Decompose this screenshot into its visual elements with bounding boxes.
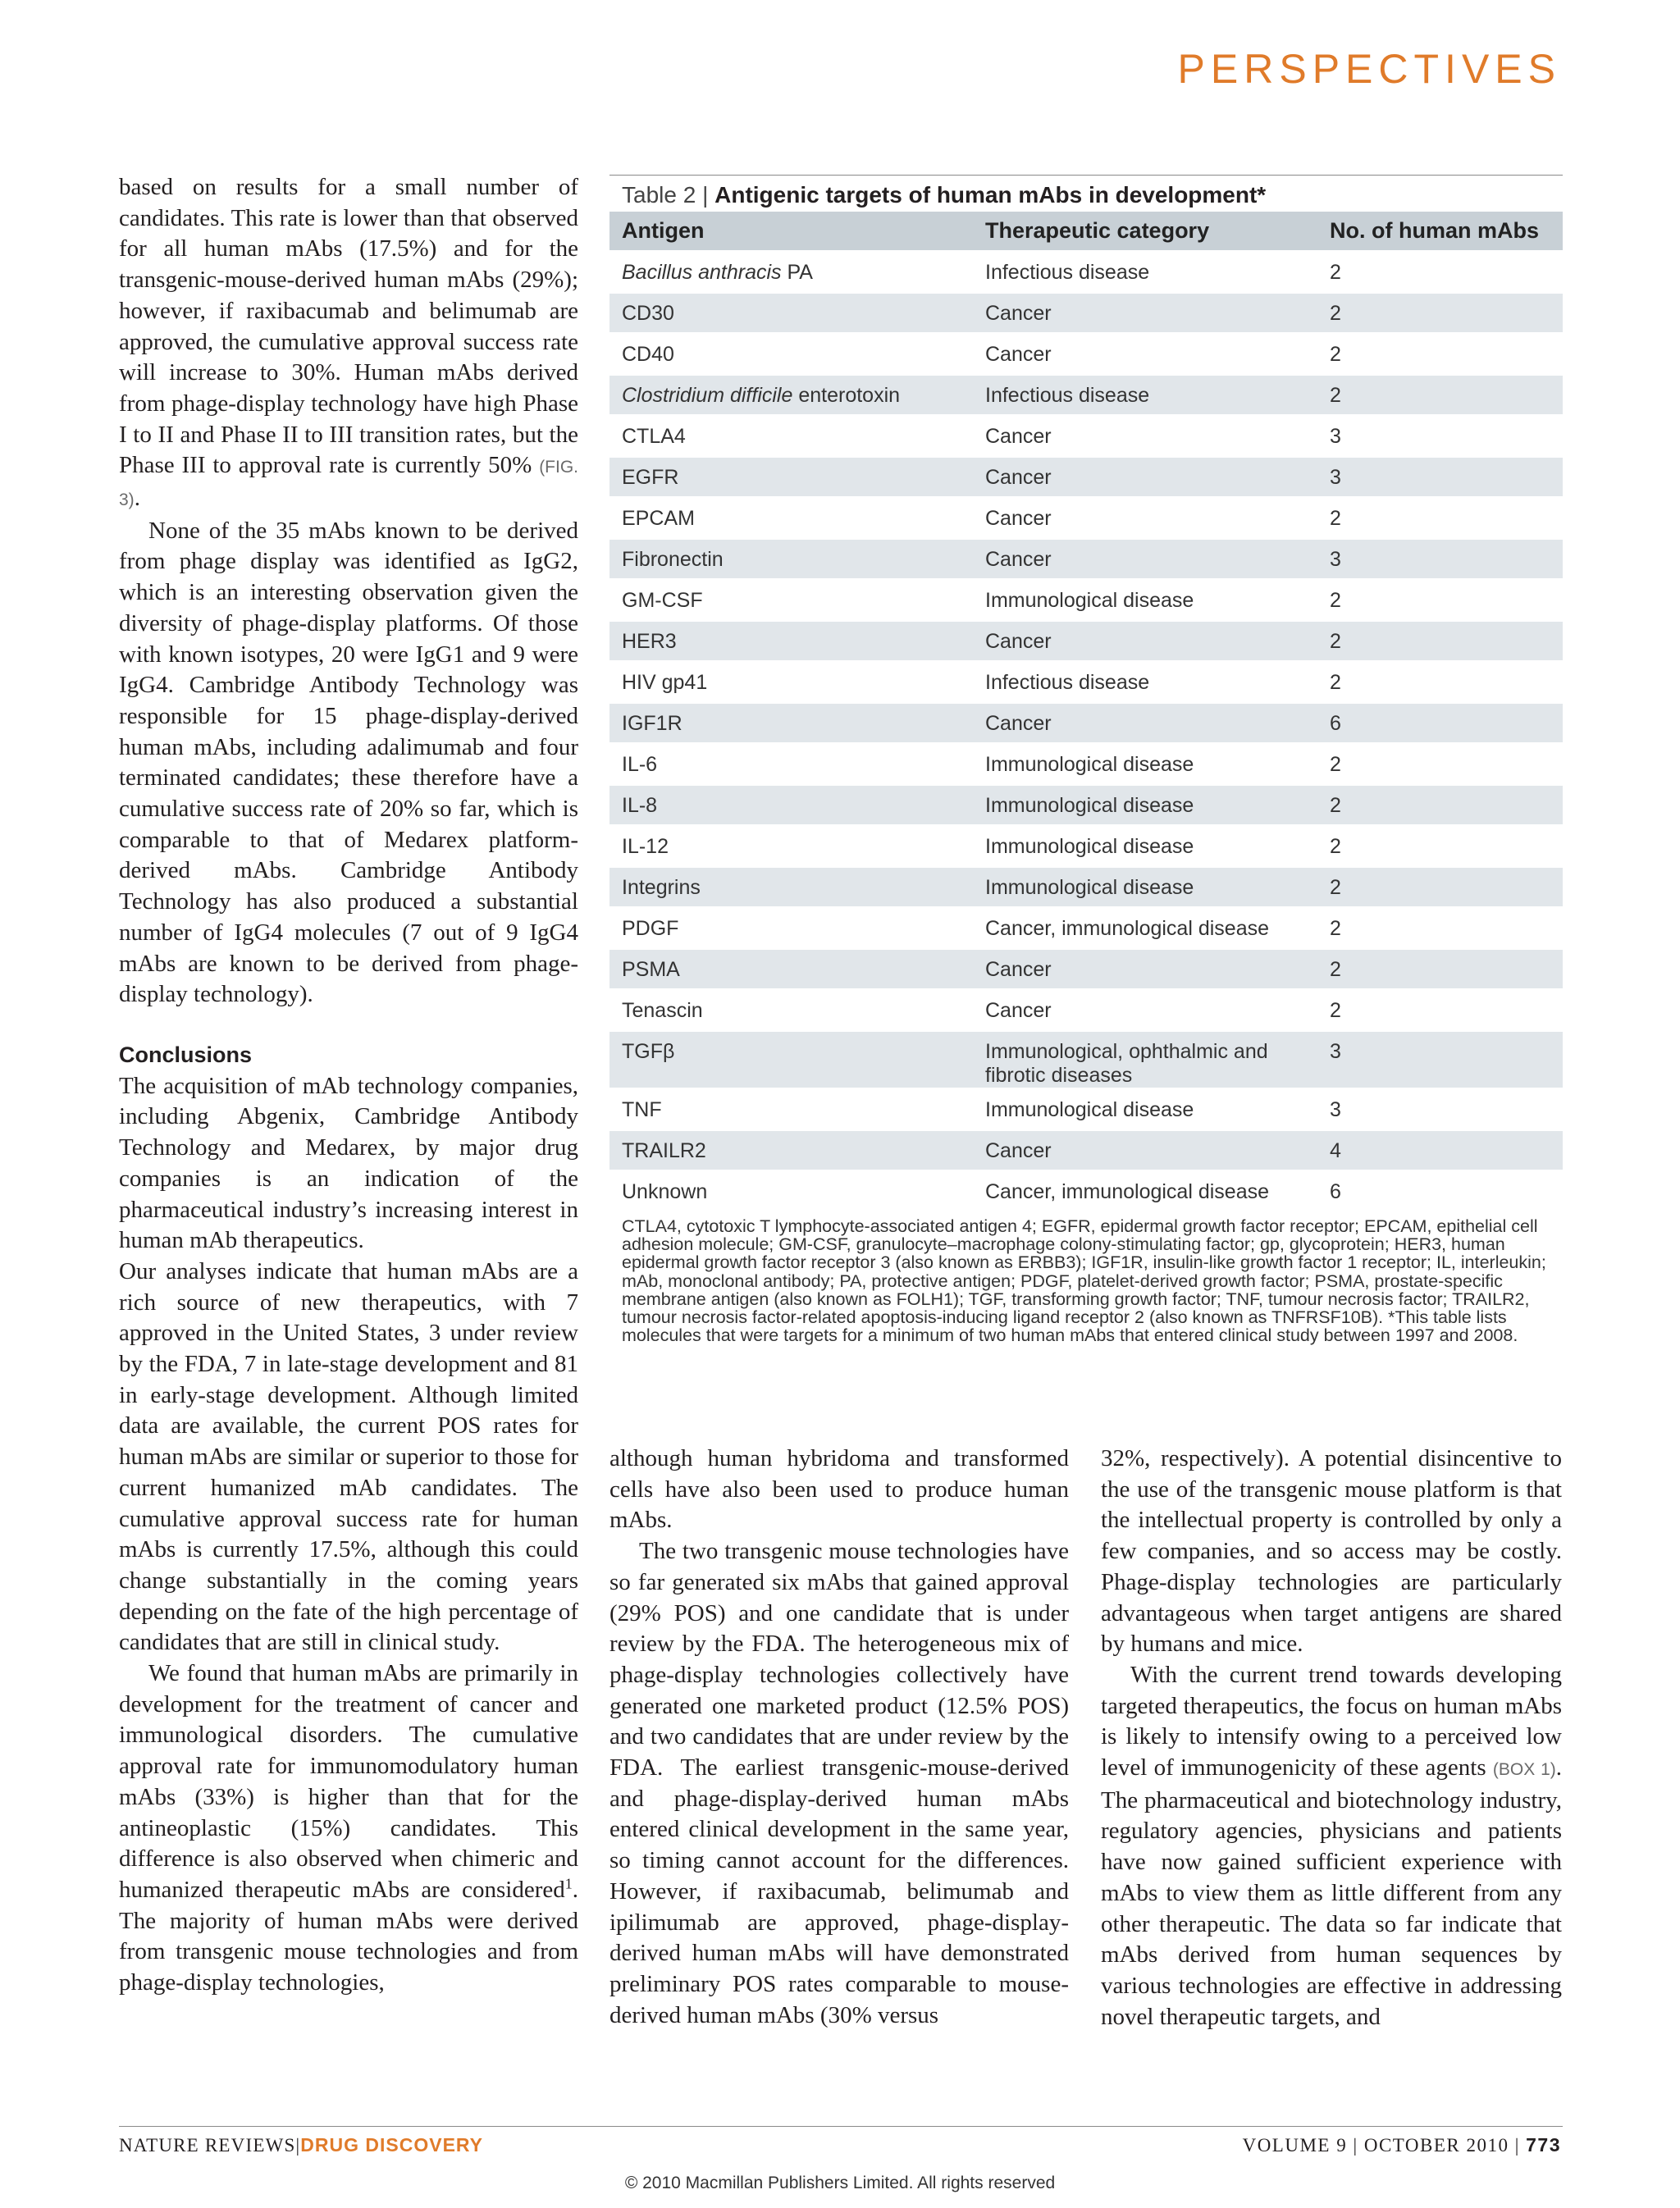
antigen-cell	[609, 988, 973, 1029]
count-cell: 2	[1317, 947, 1563, 988]
table-row	[609, 701, 1563, 742]
count-cell: 2	[1317, 660, 1563, 701]
antigen-name: Unknown	[622, 1180, 708, 1203]
count-cell: 3	[1317, 1088, 1563, 1129]
category-cell: Cancer	[973, 947, 1317, 988]
table-row	[609, 1029, 1563, 1088]
copyright: © 2010 Macmillan Publishers Limited. All rights reserved	[624, 2174, 1056, 2192]
antigen-name: TRAILR2	[622, 1139, 706, 1162]
antigen-cell	[609, 291, 973, 332]
category-cell: Cancer	[973, 1129, 1317, 1170]
table-2	[609, 175, 1563, 1344]
table-row	[609, 660, 1563, 701]
category-cell: Cancer	[973, 291, 1317, 332]
column-header: Therapeutic category	[973, 212, 1317, 250]
table-row	[609, 988, 1563, 1029]
table-row	[609, 783, 1563, 824]
species-name: Bacillus anthracis	[622, 261, 782, 284]
table-row	[609, 619, 1563, 660]
antigen-name: HIV gp41	[622, 671, 708, 694]
category-cell: Cancer	[973, 496, 1317, 537]
category-cell: Immunological disease	[973, 742, 1317, 783]
antigen-name: GM-CSF	[622, 589, 703, 612]
data-table	[609, 212, 1563, 1211]
antigen-cell	[609, 742, 973, 783]
antigen-name: IL-6	[622, 753, 658, 776]
antigen-cell	[609, 906, 973, 947]
antigen-cell	[609, 537, 973, 578]
antigen-name: CTLA4	[622, 425, 686, 448]
category-cell: Cancer	[973, 537, 1317, 578]
paragraph: With the current trend towards developing targeted therapeutics, the focus on human mAbs is likely to intensify owing to a perceived low level of immunogenicity of these agents (BOX 1). The pharmaceutical and biotechnology industry, regulatory agencies, physicians and patients have now gained sufficient experience with mAbs to view them as little different from any other therapeutic. The data so far indicate that mAbs derived from human sequences by various technologies are effective in addressing novel therapeutic targets, and	[1101, 1661, 1562, 2030]
category-cell: Immunological disease	[973, 1088, 1317, 1129]
count-cell: 3	[1317, 1029, 1563, 1088]
figure-reference[interactable]: (FIG. 3)	[119, 458, 579, 510]
antigen-name: EGFR	[622, 466, 679, 489]
category-cell: Immunological disease	[973, 578, 1317, 619]
antigen-cell	[609, 824, 973, 865]
antigen-cell	[609, 414, 973, 455]
count-cell: 3	[1317, 537, 1563, 578]
antigen-name: CD40	[622, 343, 674, 366]
category-cell: Cancer, immunological disease	[973, 906, 1317, 947]
count-cell: 6	[1317, 701, 1563, 742]
count-cell: 6	[1317, 1170, 1563, 1211]
footer-separator: |	[1353, 2135, 1358, 2156]
antigen-cell	[609, 1088, 973, 1129]
footer-rule	[119, 2126, 1563, 2127]
count-cell: 2	[1317, 332, 1563, 373]
antigen-name: Fibronectin	[622, 548, 724, 571]
table-label: Table 2 |	[622, 182, 709, 208]
antigen-cell	[609, 578, 973, 619]
table-row	[609, 1088, 1563, 1129]
count-cell: 4	[1317, 1129, 1563, 1170]
antigen-cell	[609, 947, 973, 988]
category-cell: Immunological disease	[973, 783, 1317, 824]
antigen-cell	[609, 496, 973, 537]
species-name: Clostridium difficile	[622, 384, 793, 407]
category-cell: Immunological disease	[973, 824, 1317, 865]
count-cell: 2	[1317, 250, 1563, 291]
table-row	[609, 1170, 1563, 1211]
table-row	[609, 537, 1563, 578]
paragraph: based on results for a small number of candidates. This rate is lower than that observed for all human mAbs (17.5%) and for the transgenic-mouse-derived human mAbs (29%); however, if raxibacumab and belimumab are approved, the cumulative approval success rate will increase to 30%. Human mAbs derived from phage-display technology have high Phase I to II and Phase II to III transition rates, but the Phase III to approval rate is currently 50% (FIG. 3).	[119, 174, 579, 512]
column-2	[609, 1444, 1069, 2031]
category-cell: Cancer	[973, 988, 1317, 1029]
category-cell: Infectious disease	[973, 250, 1317, 291]
paragraph: although human hybridoma and transformed cells have also been used to produce human mAbs.	[609, 1445, 1069, 1534]
antigen-cell	[609, 250, 973, 291]
footer-journal	[119, 2134, 483, 2156]
table-row	[609, 578, 1563, 619]
count-cell: 2	[1317, 783, 1563, 824]
antigen-cell	[609, 1129, 973, 1170]
antigen-name: PDGF	[622, 917, 679, 940]
category-cell: Immunological, ophthalmic and fibrotic diseases	[973, 1029, 1317, 1088]
table-row	[609, 250, 1563, 291]
table-row	[609, 865, 1563, 906]
footer-separator: |	[295, 2135, 301, 2156]
antigen-cell	[609, 1029, 973, 1088]
footer-issue	[1243, 2134, 1561, 2156]
antigen-name: EPCAM	[622, 507, 695, 530]
antigen-name: Tenascin	[622, 999, 703, 1022]
column-3	[1101, 1444, 1562, 2032]
antigen-cell	[609, 373, 973, 414]
paragraph: The acquisition of mAb technology companies, including Abgenix, Cambridge Antibody Technology and Medarex, by major drug companies is an indication of the pharmaceutical industry’s increasing interest in human mAb therapeutics.	[119, 1072, 578, 1254]
antigen-cell	[609, 619, 973, 660]
category-cell: Infectious disease	[973, 660, 1317, 701]
antigen-name: TNF	[622, 1098, 662, 1121]
category-cell: Immunological disease	[973, 865, 1317, 906]
antigen-name: TGFβ	[622, 1040, 675, 1063]
count-cell: 2	[1317, 865, 1563, 906]
section-header: PERSPECTIVES	[1177, 46, 1561, 92]
count-cell: 2	[1317, 988, 1563, 1029]
table-row	[609, 455, 1563, 496]
table-footnote: CTLA4, cytotoxic T lymphocyte-associated antigen 4; EGFR, epidermal growth factor receptor; EPCAM, epithelial cell adhesion molecule; GM-CSF, granulocyte–macrophage colony-stimulating factor; gp, glycoprotein; HER3, human epidermal growth factor receptor 3 (also known as ERBB3); IGF1R, insulin-like growth factor 1 receptor; IL, interleukin; mAb, monoclonal antibody; PA, protective antigen; PDGF, platelet-derived growth factor; PSMA, prostate-specific membrane antigen (also known as FOLH1); TGF, transforming growth factor; TNF, tumour necrosis factor; TRAILR2, tumour necrosis factor-related apoptosis-inducing ligand receptor 2 (also known as TNFRSF10B). *This table lists molecules that were targets for a minimum of two human mAbs that entered clinical study between 1997 and 2008.	[622, 1216, 1546, 1346]
antigen-name: Integrins	[622, 876, 701, 899]
column-header: No. of human mAbs	[1317, 212, 1563, 250]
antigen-name: PA	[781, 261, 813, 284]
page-number: 773	[1526, 2134, 1561, 2156]
paragraph: We found that human mAbs are primarily in development for the treatment of cancer and immunological disorders. The cumulative approval rate for immunomodulatory human mAbs (33%) is higher than that for the antineoplastic (15%) candidates. This difference is also observed when chimeric and humanized therapeutic mAbs are considered$^1$. The majority of human mAbs were derived from transgenic mouse technologies and from phage-display technologies,	[119, 1660, 578, 1996]
category-cell: Cancer	[973, 701, 1317, 742]
count-cell: 3	[1317, 414, 1563, 455]
issue-date: OCTOBER 2010	[1363, 2135, 1509, 2156]
count-cell: 3	[1317, 455, 1563, 496]
antigen-name: enterotoxin	[792, 384, 901, 407]
footer-separator: |	[1514, 2135, 1520, 2156]
antigen-name: IGF1R	[622, 712, 682, 735]
table-row	[609, 373, 1563, 414]
table-row	[609, 742, 1563, 783]
category-cell: Cancer	[973, 455, 1317, 496]
table-row	[609, 906, 1563, 947]
antigen-cell	[609, 865, 973, 906]
paragraph: None of the 35 mAbs known to be derived from phage display was identified as IgG2, which is an interesting observation given the diversity of phage-display platforms. Of those with known isotypes, 20 were IgG1 and 9 were IgG4. Cambridge Antibody Technology was responsible for 15 phage-display-derived human mAbs, including adalimumab and four terminated candidates; these therefore have a cumulative success rate of 20% so far, which is comparable to that of Medarex platform-derived mAbs. Cambridge Antibody Technology has also produced a substantial number of IgG4 molecules (7 out of 9 IgG4 mAbs are known to be derived from phage-display technology).	[119, 517, 578, 1008]
paragraph: The two transgenic mouse technologies have so far generated six mAbs that gained approval (29% POS) and one candidate that is under review by the FDA. The heterogeneous mix of phage-display technologies collectively have generated one marketed product (12.5% POS) and two candidates that are under review by the FDA. The earliest transgenic-mouse-derived and phage-display-derived human mAbs entered clinical development in the same year, so timing cannot account for the differences. However, if raxibacumab, belimumab and ipilimumab are approved, phage-display-derived human mAbs will have demonstrated preliminary POS rates comparable to mouse-derived human mAbs (30% versus	[609, 1538, 1069, 2028]
count-cell: 2	[1317, 373, 1563, 414]
category-cell: Cancer	[973, 619, 1317, 660]
journal-section: DRUG DISCOVERY	[300, 2134, 484, 2156]
citation-superscript[interactable]: 1	[564, 1875, 573, 1892]
table-title	[609, 176, 1563, 212]
paragraph: Our analyses indicate that human mAbs are a rich source of new therapeutics, with 7 approved in the United States, 3 under review by the FDA, 7 in late-stage development and 81 in early-stage development. Although limited data are available, the current POS rates for human mAbs are similar or superior to those for current humanized mAb candidates. The cumulative approval success rate for human mAbs is currently 17.5%, although this could change substantially in the coming years depending on the fate of the high percentage of candidates that are still in clinical study.	[119, 1257, 578, 1656]
count-cell: 2	[1317, 824, 1563, 865]
table-row	[609, 291, 1563, 332]
paragraph: 32%, respectively). A potential disincentive to the use of the transgenic mouse platform is that the intellectual property is controlled by only a few companies, and so access may be costly. Phage-display technologies are particularly advantageous when target antigens are shared by humans and mice.	[1101, 1445, 1562, 1658]
column-1	[119, 172, 578, 1999]
count-cell: 2	[1317, 578, 1563, 619]
column-header: Antigen	[609, 212, 973, 250]
table-row	[609, 414, 1563, 455]
category-cell: Cancer	[973, 332, 1317, 373]
antigen-name: PSMA	[622, 958, 680, 981]
table-header-row	[609, 212, 1563, 250]
count-cell: 2	[1317, 906, 1563, 947]
box-reference[interactable]: (BOX 1)	[1492, 1760, 1556, 1780]
table-row	[609, 496, 1563, 537]
antigen-cell	[609, 701, 973, 742]
section-heading: Conclusions	[119, 1042, 253, 1067]
antigen-name: IL-8	[622, 794, 658, 817]
antigen-cell	[609, 455, 973, 496]
antigen-name: CD30	[622, 302, 674, 325]
antigen-cell	[609, 332, 973, 373]
count-cell: 2	[1317, 619, 1563, 660]
table-row	[609, 824, 1563, 865]
category-cell: Infectious disease	[973, 373, 1317, 414]
table-row	[609, 332, 1563, 373]
antigen-name: HER3	[622, 630, 677, 653]
table-row	[609, 1129, 1563, 1170]
table-row	[609, 947, 1563, 988]
volume: VOLUME 9	[1242, 2135, 1348, 2156]
count-cell: 2	[1317, 291, 1563, 332]
antigen-cell	[609, 660, 973, 701]
category-cell: Cancer	[973, 414, 1317, 455]
category-cell: Cancer, immunological disease	[973, 1170, 1317, 1211]
table-title-text: Antigenic targets of human mAbs in development*	[714, 182, 1267, 208]
antigen-name: IL-12	[622, 835, 669, 858]
journal-name: NATURE REVIEWS	[119, 2135, 296, 2156]
antigen-cell	[609, 1170, 973, 1211]
count-cell: 2	[1317, 742, 1563, 783]
antigen-cell	[609, 783, 973, 824]
count-cell: 2	[1317, 496, 1563, 537]
